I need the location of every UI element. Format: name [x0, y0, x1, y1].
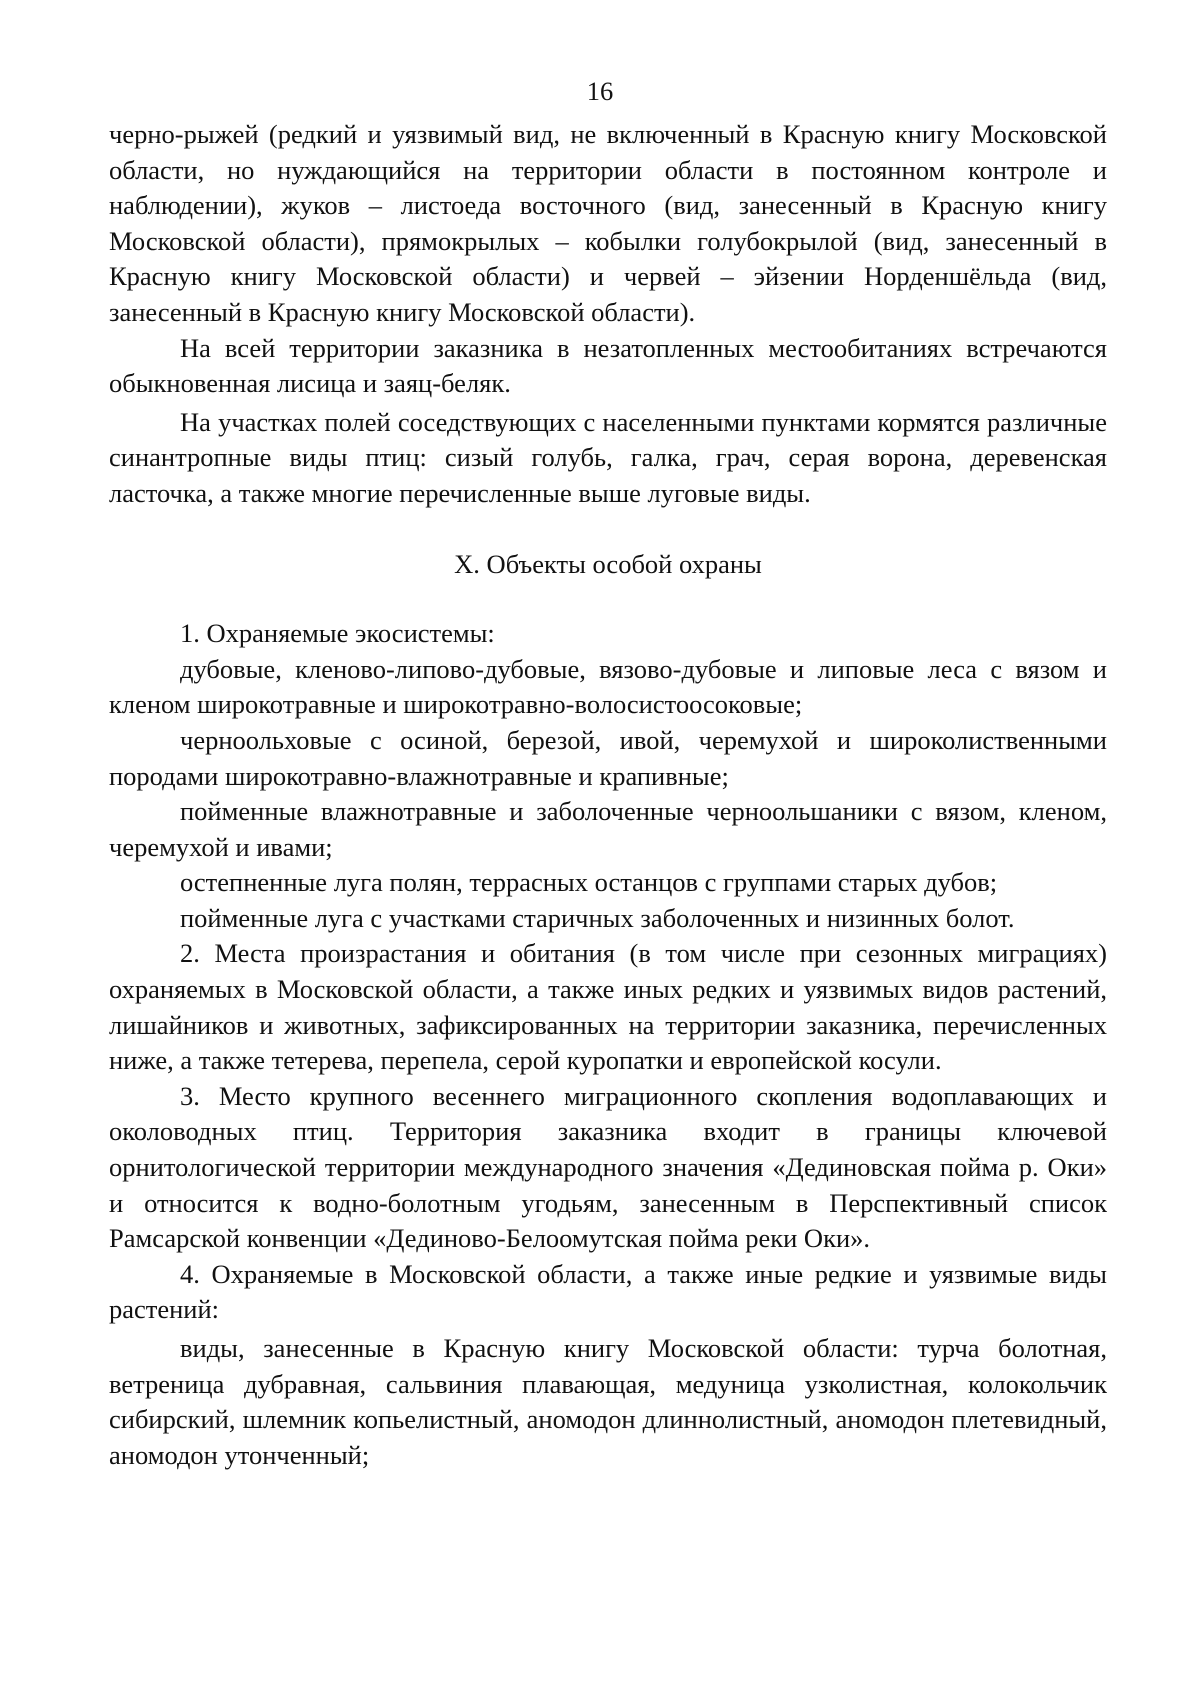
section-heading: X. Объекты особой охраны [454, 548, 762, 579]
item-2-habitats: 2. Места произрастания и обитания (в том числе при сезонных миграциях) охраняемых в Московской области, а также иных редких и уязвимых видов растений, лишайников и животных, зафиксированных на территории заказника, перечисленных ниже, а также тетерева, перепела, серой куропатки и европейской косули. [109, 938, 1107, 1076]
ecosystem-oak-forests: дубовые, кленово-липово-дубовые, вязово-дубовые и липовые леса с вязом и кленом широкотравные и широкотравно-волосистоосоковые; [109, 653, 1107, 720]
item-3-migration: 3. Место крупного весеннего миграционного скопления водоплавающих и околоводных птиц. Территория заказника входит в границы ключевой орнитологической территории международного значения «Дединовская пойма р. Оки» и относится к водно-болотным угодьям, занесенным в Перспективный список Рамсарской конвенции «Дединово-Белоомутская пойма реки Оки». [109, 1080, 1107, 1254]
ecosystem-steppe-meadows: остепненные луга полян, террасных останцов с группами старых дубов; [180, 867, 998, 898]
item-1-heading: 1. Охраняемые экосистемы: [180, 618, 495, 649]
document-body [109, 117, 1107, 1473]
paragraph-synanthropic-birds: На участках полей соседствующих с населенными пунктами кормятся различные синантропные виды птиц: сизый голубь, галка, грач, серая ворона, деревенская ласточка, а также многие перечисленные выше луговые виды. [109, 406, 1107, 508]
ecosystem-floodplain-alder: пойменные влажнотравные и заболоченные черноольшаники с вязом, кленом, черемухой и ивами; [109, 796, 1107, 862]
item-4-plants: 4. Охраняемые в Московской области, а также иные редкие и уязвимые виды растений: [109, 1258, 1107, 1325]
red-book-species: виды, занесенные в Красную книгу Московской области: турча болотная, ветреница дубравная, сальвиния плавающая, медуница узколистная, колокольчик сибирский, шлемник копьелистный, аномодон длиннолистный, аномодон плетевидный, аномодон утонченный; [109, 1333, 1107, 1470]
ecosystem-floodplain-meadows: пойменные луга с участками старичных заболоченных и низинных болот. [180, 902, 1015, 933]
paragraph-fox-hare: На всей территории заказника в незатопленных местообитаниях встречаются обыкновенная лисица и заяц-беляк. [109, 332, 1107, 399]
page-number: 16 [586, 76, 614, 106]
paragraph-continuation: черно-рыжей (редкий и уязвимый вид, не включенный в Красную книгу Московской области, но нуждающийся на территории области в постоянном контроле и наблюдении), жуков – листоеда восточного (вид, занесенный в Красную книгу Московской области), прямокрылых – кобылки голубокрылой (вид, занесенный в Красную книгу Московской области) и червей – эйзении Норденшёльда (вид, занесенный в Красную книгу Московской области). [109, 119, 1107, 327]
ecosystem-black-alder: черноольховые с осиной, березой, ивой, черемухой и широколиственными породами широкотравно-влажнотравные и крапивные; [109, 724, 1107, 791]
